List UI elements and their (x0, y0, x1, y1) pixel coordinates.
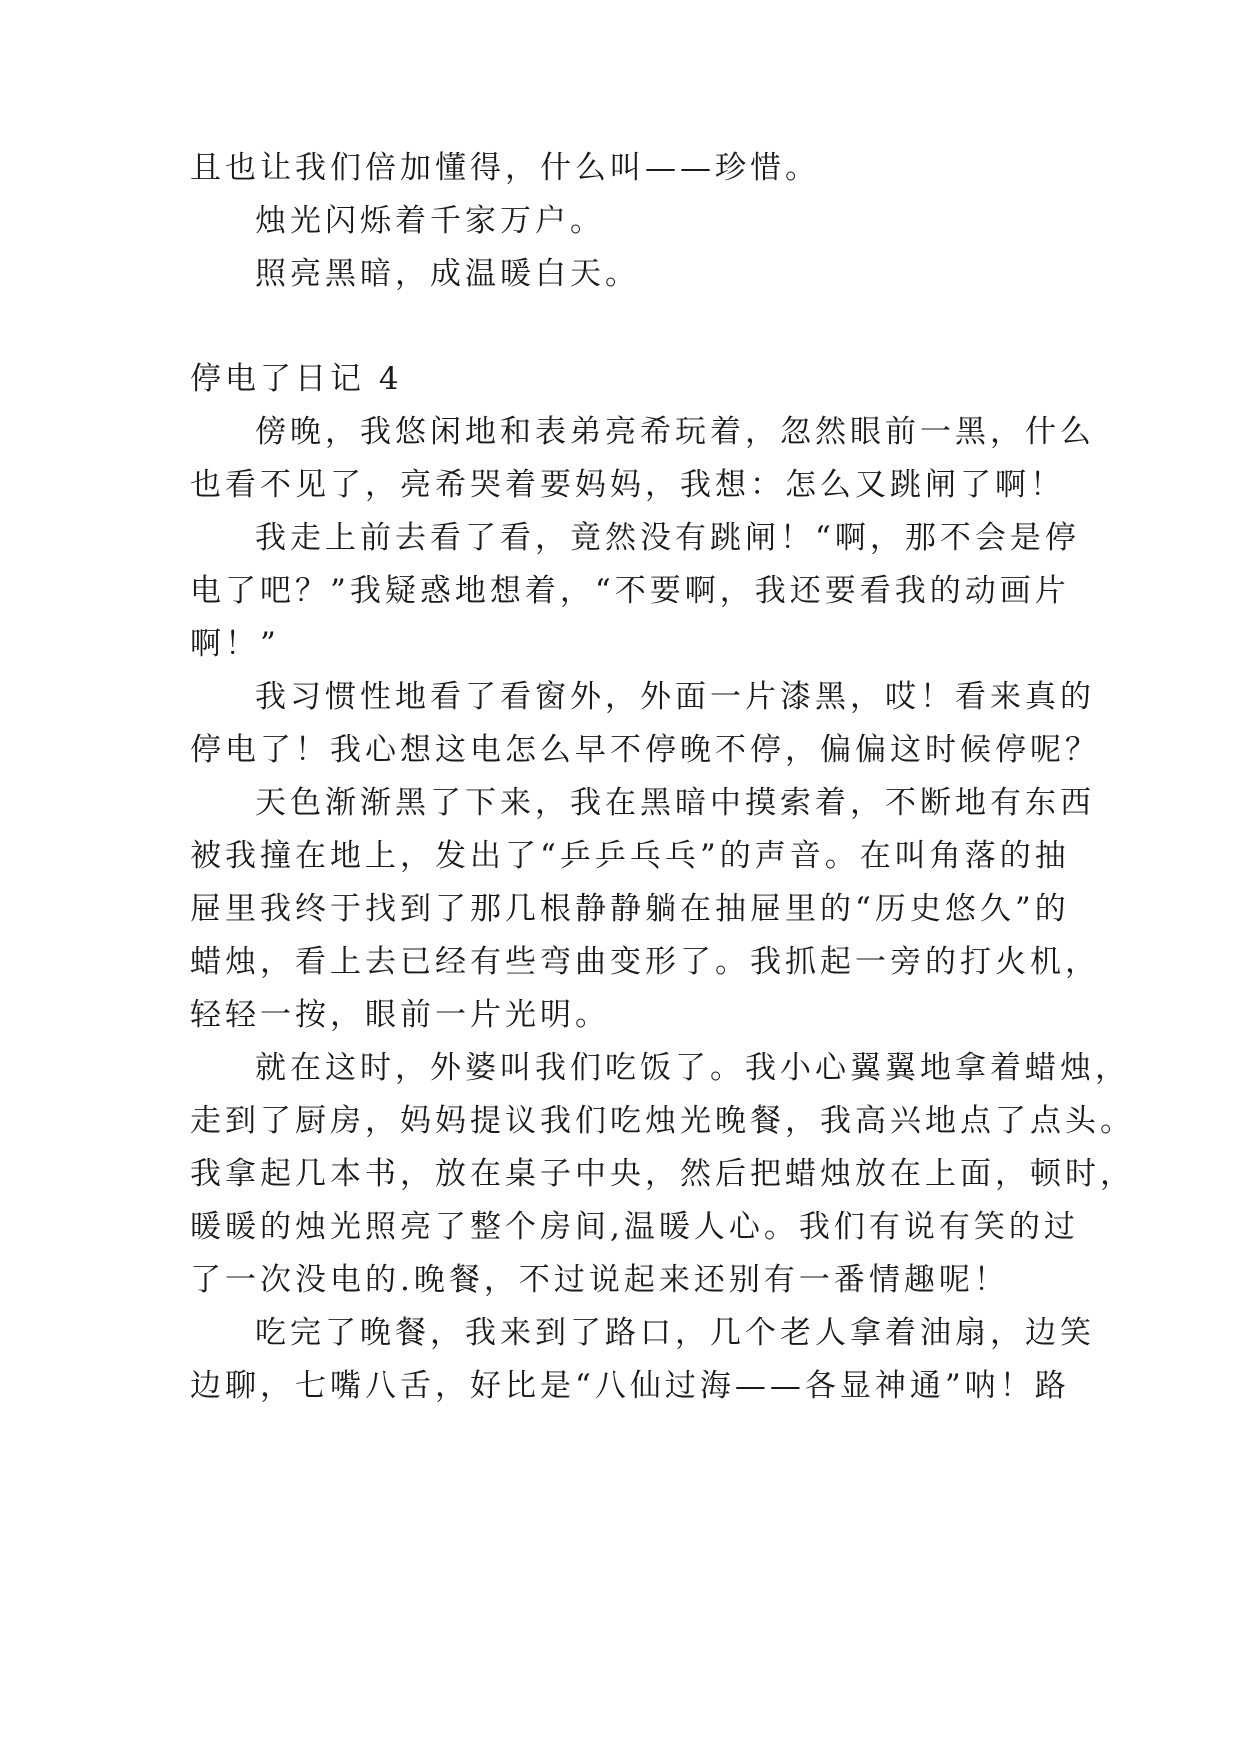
paragraph-line: 也看不见了，亮希哭着要妈妈，我想：怎么又跳闸了啊！ (190, 467, 1065, 503)
paragraph-line: 吃完了晚餐，我来到了路口，几个老人拿着油扇，边笑 (255, 1315, 1095, 1351)
section-heading: 停电了日记 4 (190, 361, 403, 397)
paragraph-line: 走到了厨房，妈妈提议我们吃烛光晚餐，我高兴地点了点头。 (190, 1103, 1135, 1139)
paragraph-line: 轻轻一按，眼前一片光明。 (190, 997, 610, 1033)
paragraph-line: 我走上前去看了看，竟然没有跳闸！“啊，那不会是停 (255, 520, 1080, 556)
paragraph-line: 天色渐渐黑了下来，我在黑暗中摸索着，不断地有东西 (255, 785, 1095, 821)
paragraph-line: 烛光闪烁着千家万户。 (255, 203, 605, 239)
paragraph-line: 啊！” (190, 626, 280, 662)
paragraph-line: 屉里我终于找到了那几根静静躺在抽屉里的“历史悠久”的 (190, 891, 1070, 927)
paragraph-line: 被我撞在地上，发出了“乒乒乓乓”的声音。在叫角落的抽 (190, 838, 1070, 874)
paragraph-line: 边聊，七嘴八舌，好比是“八仙过海——各显神通”呐！路 (190, 1368, 1070, 1404)
paragraph-line: 我拿起几本书，放在桌子中央，然后把蜡烛放在上面，顿时， (190, 1156, 1135, 1192)
paragraph-line: 我习惯性地看了看窗外，外面一片漆黑，哎！看来真的 (255, 679, 1095, 715)
paragraph-line: 就在这时，外婆叫我们吃饭了。我小心翼翼地拿着蜡烛， (255, 1050, 1130, 1086)
paragraph-line: 傍晚，我悠闲地和表弟亮希玩着，忽然眼前一黑，什么 (255, 414, 1095, 450)
paragraph-line: 照亮黑暗，成温暖白天。 (255, 256, 640, 292)
paragraph-line: 电了吧？”我疑惑地想着，“不要啊，我还要看我的动画片 (190, 573, 1070, 609)
paragraph-line: 且也让我们倍加懂得，什么叫——珍惜。 (190, 150, 820, 186)
paragraph-line: 暖暖的烛光照亮了整个房间,温暖人心。我们有说有笑的过 (190, 1209, 1079, 1245)
paragraph-line: 蜡烛，看上去已经有些弯曲变形了。我抓起一旁的打火机， (190, 944, 1100, 980)
paragraph-line: 停电了！我心想这电怎么早不停晚不停，偏偏这时候停呢？ (190, 732, 1100, 768)
paragraph-line: 了一次没电的.晚餐，不过说起来还别有一番情趣呢！ (190, 1262, 1009, 1298)
